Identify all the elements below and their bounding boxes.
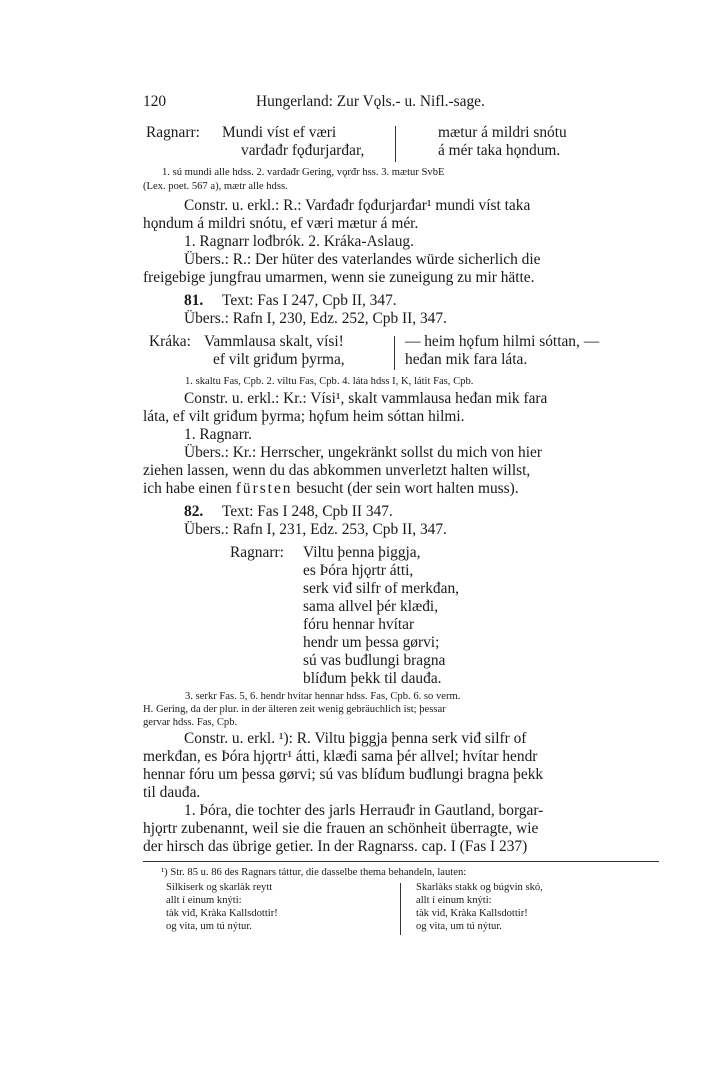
verse-speaker: Ragnarr: xyxy=(230,544,284,561)
verse-divider xyxy=(394,336,395,370)
apparatus-note: H. Gering, da der plur. in der älteren zeit wenig gebräuchlich ist; þessar xyxy=(143,704,446,715)
section-translation-ref: Übers.: Rafn I, 230, Edz. 252, Cpb II, 347. xyxy=(184,310,447,327)
body-line: der hirsch das übrige getier. In der Ragnarss. cap. I (Fas I 237) xyxy=(143,838,528,855)
footnote-verse-line: og vita, um tú nýtur. xyxy=(416,921,502,932)
running-title: Hungerland: Zur Vǫls.- u. Nifl.-sage. xyxy=(256,93,485,110)
apparatus-note: gervar hdss. Fas, Cpb. xyxy=(143,717,238,728)
verse-line: sú vas buđlungi bragna xyxy=(303,652,446,669)
footnote-verse-line: allt í einum knýti: xyxy=(166,895,242,906)
section-number: 82. xyxy=(184,503,204,520)
body-line: hjǫrtr zubenannt, weil sie die frauen an schönheit überragte, wie xyxy=(143,820,539,837)
verse-line: Vammlausa skalt, vísi! xyxy=(204,333,344,350)
footnote-verse-line: tàk viđ, Kràka Kallsdottir! xyxy=(166,908,278,919)
verse-line: hendr um þessa gørvi; xyxy=(303,634,440,651)
verse-line: ef vilt griđum þyrma, xyxy=(213,351,345,368)
body-text: besucht (der sein wort halten muss). xyxy=(296,480,519,497)
body-line: Constr. u. erkl. ¹): R. Viltu þiggja þenna serk viđ silfr of xyxy=(184,730,527,747)
verse-line: blíđum þekk til dauđa. xyxy=(303,670,442,687)
body-line: til dauđa. xyxy=(143,784,201,801)
body-line: Übers.: Kr.: Herrscher, ungekränkt sollst du mich von hier xyxy=(184,444,542,461)
footnote-verse-line: og vita, um tú nýtur. xyxy=(166,921,252,932)
footnote-verse-line: allt í einum knýti: xyxy=(416,895,492,906)
verse-line: — heim hǫfum hilmi sóttan, — xyxy=(405,333,600,350)
body-line: 1. Ragnarr. xyxy=(184,426,252,443)
body-line xyxy=(143,480,519,498)
verse-speaker: Kráka: xyxy=(149,333,191,350)
section-number: 81. xyxy=(184,292,204,309)
verse-line: mætur á mildri snótu xyxy=(438,124,567,141)
body-line: ziehen lassen, wenn du das abkommen unverletzt halten willst, xyxy=(143,462,531,479)
verse-line: serk viđ silfr of merkđan, xyxy=(303,580,460,597)
apparatus-note: 3. serkr Fas. 5, 6. hendr hvítar hennar hdss. Fas, Cpb. 6. so verm. xyxy=(185,691,461,702)
body-line: Übers.: R.: Der hüter des vaterlandes würde sicherlich die xyxy=(184,251,541,268)
footnote-intro: ¹) Str. 85 u. 86 des Ragnars táttur, die dasselbe thema behandeln, lauten: xyxy=(161,867,467,878)
body-text: ich habe einen xyxy=(143,480,232,497)
body-line: hennar fóru um þessa gørvi; sú vas blíđum buđlungi bragna þekk xyxy=(143,766,544,783)
apparatus-note: (Lex. poet. 567 a), mætr alle hdss. xyxy=(143,181,288,192)
footnote-verse-line: Skarlàks stakk og búgvin skó, xyxy=(416,882,543,893)
verse-line: Viltu þenna þiggja, xyxy=(303,544,421,561)
verse-line: varđađr fǫđurjarđar, xyxy=(241,142,365,159)
body-line: 1. Þóra, die tochter des jarls Herrauđr in Gautland, borgar- xyxy=(184,802,544,819)
verse-line: sama allvel þér klæđi, xyxy=(303,598,439,615)
verse-divider xyxy=(395,126,396,162)
body-line: 1. Ragnarr lođbrók. 2. Kráka-Aslaug. xyxy=(184,233,414,250)
body-line: freigebige jungfrau umarmen, wenn sie zuneigung zu mir hätte. xyxy=(143,269,535,286)
section-text-ref: Text: Fas I 247, Cpb II, 347. xyxy=(222,292,397,309)
page-number: 120 xyxy=(143,93,167,110)
footnote-rule xyxy=(143,861,659,862)
verse-line: heđan mik fara láta. xyxy=(405,351,528,368)
body-line: hǫndum á mildri snótu, ef væri mætur á mér. xyxy=(143,215,419,232)
body-line: Constr. u. erkl.: R.: Varđađr fǫđurjarđar¹ mundi víst taka xyxy=(184,197,531,214)
verse-line: es Þóra hjǫrtr átti, xyxy=(303,562,414,579)
body-line: merkđan, es Þóra hjǫrtr¹ átti, klæđi sama þér allvel; hvítar hendr xyxy=(143,748,538,765)
verse-line: fóru hennar hvítar xyxy=(303,616,415,633)
footnote-divider xyxy=(400,883,401,935)
footnote-verse-line: Silkiserk og skarlàk reytt xyxy=(166,882,273,893)
emphasized-word: fürsten xyxy=(235,480,293,497)
body-line: láta, ef vilt griđum þyrma; hǫfum heim sóttan hilmi. xyxy=(143,408,465,425)
verse-line: á mér taka hǫndum. xyxy=(438,142,561,159)
section-translation-ref: Übers.: Rafn I, 231, Edz. 253, Cpb II, 347. xyxy=(184,521,447,538)
apparatus-note: 1. skaltu Fas, Cpb. 2. viltu Fas, Cpb. 4. láta hdss I, K, látit Fas, Cpb. xyxy=(185,376,474,387)
footnote-verse-line: tàk viđ, Kràka Kallsdottir! xyxy=(416,908,528,919)
apparatus-note: 1. sú mundi alle hdss. 2. varđađr Gering, vǫrđr hss. 3. mætur SvbE xyxy=(162,167,445,178)
verse-speaker: Ragnarr: xyxy=(146,124,200,141)
body-line: Constr. u. erkl.: Kr.: Vísi¹, skalt vammlausa heđan mik fara xyxy=(184,390,548,407)
verse-line: Mundi víst ef væri xyxy=(222,124,337,141)
section-text-ref: Text: Fas I 248, Cpb II 347. xyxy=(222,503,393,520)
